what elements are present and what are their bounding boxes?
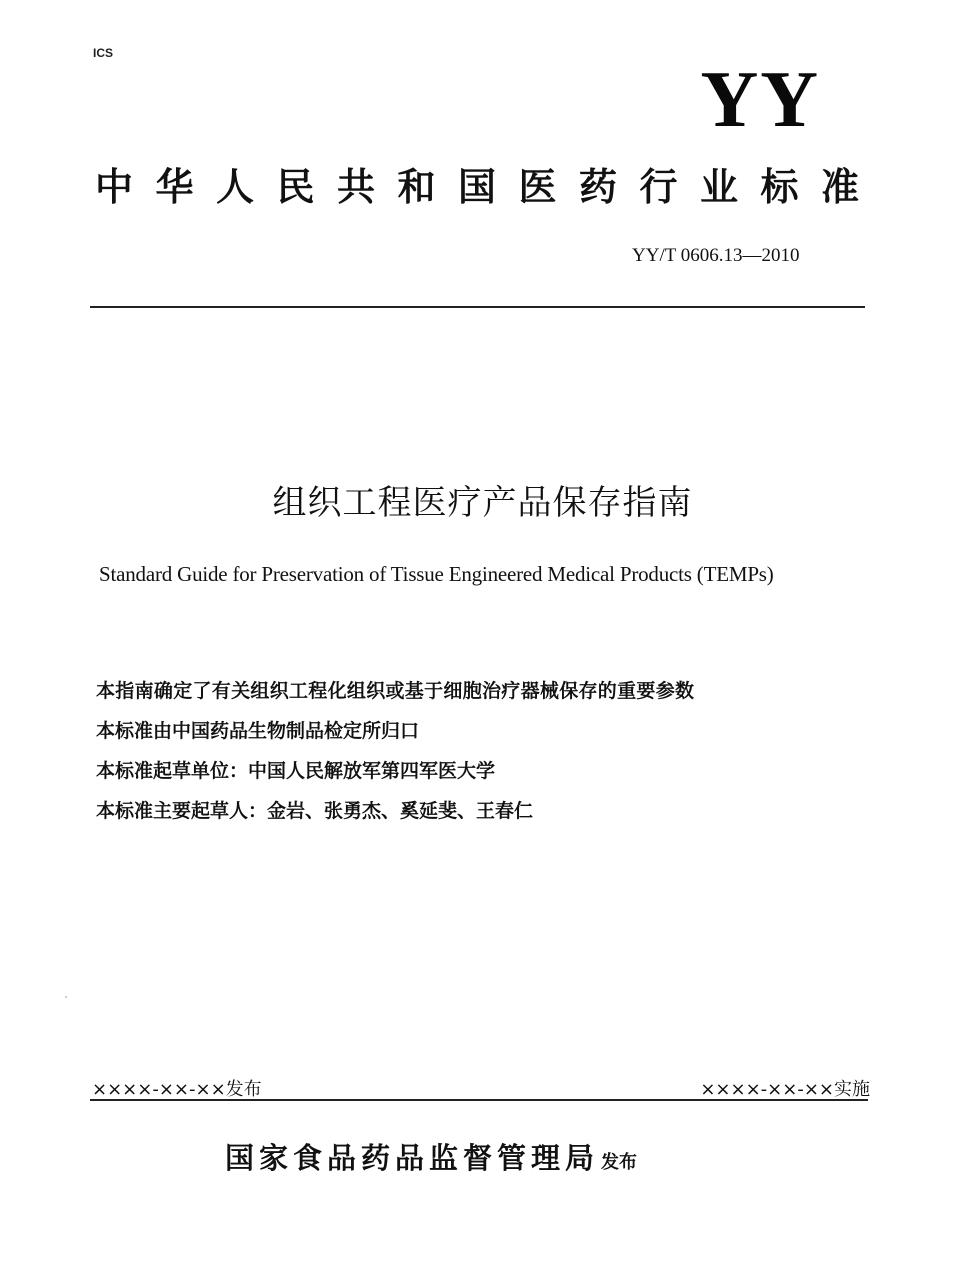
header-divider: [90, 306, 865, 308]
info-line-drafters: 本标准主要起草人：金岩、张勇杰、奚延斐、王春仁: [96, 800, 534, 822]
footer-divider: [90, 1099, 868, 1101]
ics-label: ICS: [93, 46, 114, 60]
publisher-org: 国家食品药品监督管理局: [225, 1141, 600, 1175]
standard-code: YY/T 0606.13—2010: [632, 245, 800, 266]
info-line-scope: 本指南确定了有关组织工程化组织或基于细胞治疗器械保存的重要参数: [96, 680, 695, 702]
document-title-english: Standard Guide for Preservation of Tissue Engineered Medical Products (TEMPs): [99, 562, 774, 586]
publisher-suffix: 发布: [601, 1152, 638, 1173]
info-line-authority: 本标准由中国药品生物制品检定所归口: [96, 720, 420, 742]
release-date: ××××-××-××发布: [92, 1079, 262, 1100]
document-title-chinese: 组织工程医疗产品保存指南: [272, 483, 693, 523]
standard-mark: YY: [700, 56, 820, 144]
info-line-drafting-unit: 本标准起草单位：中国人民解放军第四军医大学: [96, 760, 496, 782]
publisher: [225, 1136, 637, 1177]
scan-speck: [65, 996, 67, 998]
standard-name: 中华人民共和国医药行业标准: [95, 165, 882, 209]
implement-date: ××××-××-××实施: [700, 1079, 870, 1100]
